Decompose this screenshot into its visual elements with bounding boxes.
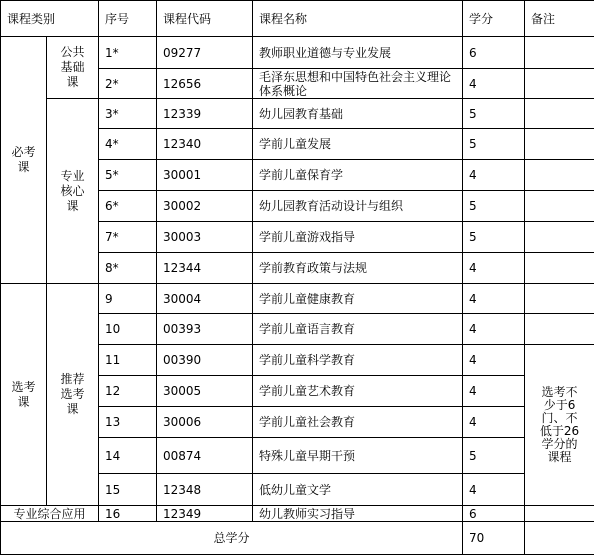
row-remarks	[525, 69, 594, 99]
row-remarks	[525, 284, 594, 314]
row-name: 学前教育政策与法规	[253, 253, 463, 284]
row-remarks	[525, 253, 594, 284]
table-row	[1, 99, 594, 129]
row-number: 4*	[99, 129, 157, 160]
row-remarks	[525, 222, 594, 253]
header-row	[1, 1, 594, 37]
row-credits: 6	[463, 506, 525, 522]
row-name: 学前儿童健康教育	[253, 284, 463, 314]
row-credits: 4	[463, 160, 525, 191]
row-number: 1*	[99, 37, 157, 69]
row-code: 30004	[157, 284, 253, 314]
elective-note: 选考不少于6门、不低于26学分的课程	[525, 345, 594, 506]
row-code: 12349	[157, 506, 253, 522]
row-name: 幼儿园教育活动设计与组织	[253, 191, 463, 222]
total-remarks	[525, 522, 594, 555]
header-remarks: 备注	[525, 1, 594, 37]
row-number: 5*	[99, 160, 157, 191]
row-number: 15	[99, 474, 157, 506]
row-number: 16	[99, 506, 157, 522]
group-required: 必考课	[1, 37, 47, 284]
row-code: 00874	[157, 438, 253, 474]
row-code: 30005	[157, 376, 253, 407]
row-code: 30001	[157, 160, 253, 191]
row-credits: 5	[463, 222, 525, 253]
row-code: 09277	[157, 37, 253, 69]
row-number: 14	[99, 438, 157, 474]
row-credits: 4	[463, 376, 525, 407]
row-credits: 4	[463, 345, 525, 376]
row-number: 11	[99, 345, 157, 376]
row-remarks	[525, 314, 594, 345]
row-code: 12344	[157, 253, 253, 284]
row-name: 学前儿童社会教育	[253, 407, 463, 438]
row-number: 12	[99, 376, 157, 407]
total-value: 70	[463, 522, 525, 555]
row-credits: 4	[463, 474, 525, 506]
row-name: 低幼儿童文学	[253, 474, 463, 506]
row-credits: 5	[463, 99, 525, 129]
row-remarks	[525, 160, 594, 191]
header-credits: 学分	[463, 1, 525, 37]
row-name: 学前儿童科学教育	[253, 345, 463, 376]
row-code: 12340	[157, 129, 253, 160]
row-name: 学前儿童游戏指导	[253, 222, 463, 253]
row-remarks	[525, 37, 594, 69]
group-elective: 选考课	[1, 284, 47, 506]
row-name: 毛泽东思想和中国特色社会主义理论体系概论	[253, 69, 463, 99]
total-label: 总学分	[1, 522, 463, 555]
row-name: 学前儿童语言教育	[253, 314, 463, 345]
group-major-core: 专业核心课	[47, 99, 99, 284]
row-name: 特殊儿童早期干预	[253, 438, 463, 474]
row-credits: 4	[463, 314, 525, 345]
row-code: 12656	[157, 69, 253, 99]
row-credits: 4	[463, 407, 525, 438]
row-code: 12339	[157, 99, 253, 129]
row-credits: 4	[463, 284, 525, 314]
row-name: 学前儿童保育学	[253, 160, 463, 191]
row-number: 7*	[99, 222, 157, 253]
row-credits: 4	[463, 69, 525, 99]
row-number: 9	[99, 284, 157, 314]
header-name: 课程名称	[253, 1, 463, 37]
row-remarks	[525, 99, 594, 129]
row-remarks	[525, 191, 594, 222]
row-credits: 6	[463, 37, 525, 69]
row-name: 幼儿园教育基础	[253, 99, 463, 129]
group-comprehensive: 专业综合应用	[1, 506, 99, 522]
row-code: 30006	[157, 407, 253, 438]
row-credits: 5	[463, 438, 525, 474]
row-name: 幼儿教师实习指导	[253, 506, 463, 522]
header-category: 课程类别	[1, 1, 99, 37]
row-credits: 5	[463, 129, 525, 160]
row-name: 学前儿童发展	[253, 129, 463, 160]
group-public-basic: 公共基础课	[47, 37, 99, 99]
row-number: 6*	[99, 191, 157, 222]
row-code: 30002	[157, 191, 253, 222]
header-number: 序号	[99, 1, 157, 37]
header-code: 课程代码	[157, 1, 253, 37]
row-code: 12348	[157, 474, 253, 506]
table-row	[1, 37, 594, 69]
row-number: 8*	[99, 253, 157, 284]
row-number: 13	[99, 407, 157, 438]
row-number: 2*	[99, 69, 157, 99]
row-credits: 5	[463, 191, 525, 222]
row-number: 10	[99, 314, 157, 345]
row-code: 00393	[157, 314, 253, 345]
row-code: 00390	[157, 345, 253, 376]
row-remarks	[525, 506, 594, 522]
table-row	[1, 284, 594, 314]
row-number: 3*	[99, 99, 157, 129]
row-code: 30003	[157, 222, 253, 253]
table-row	[1, 506, 594, 522]
row-credits: 4	[463, 253, 525, 284]
total-row	[1, 522, 594, 555]
row-name: 教师职业道德与专业发展	[253, 37, 463, 69]
row-name: 学前儿童艺术教育	[253, 376, 463, 407]
group-recommended-elective: 推荐选考课	[47, 284, 99, 506]
row-remarks	[525, 129, 594, 160]
